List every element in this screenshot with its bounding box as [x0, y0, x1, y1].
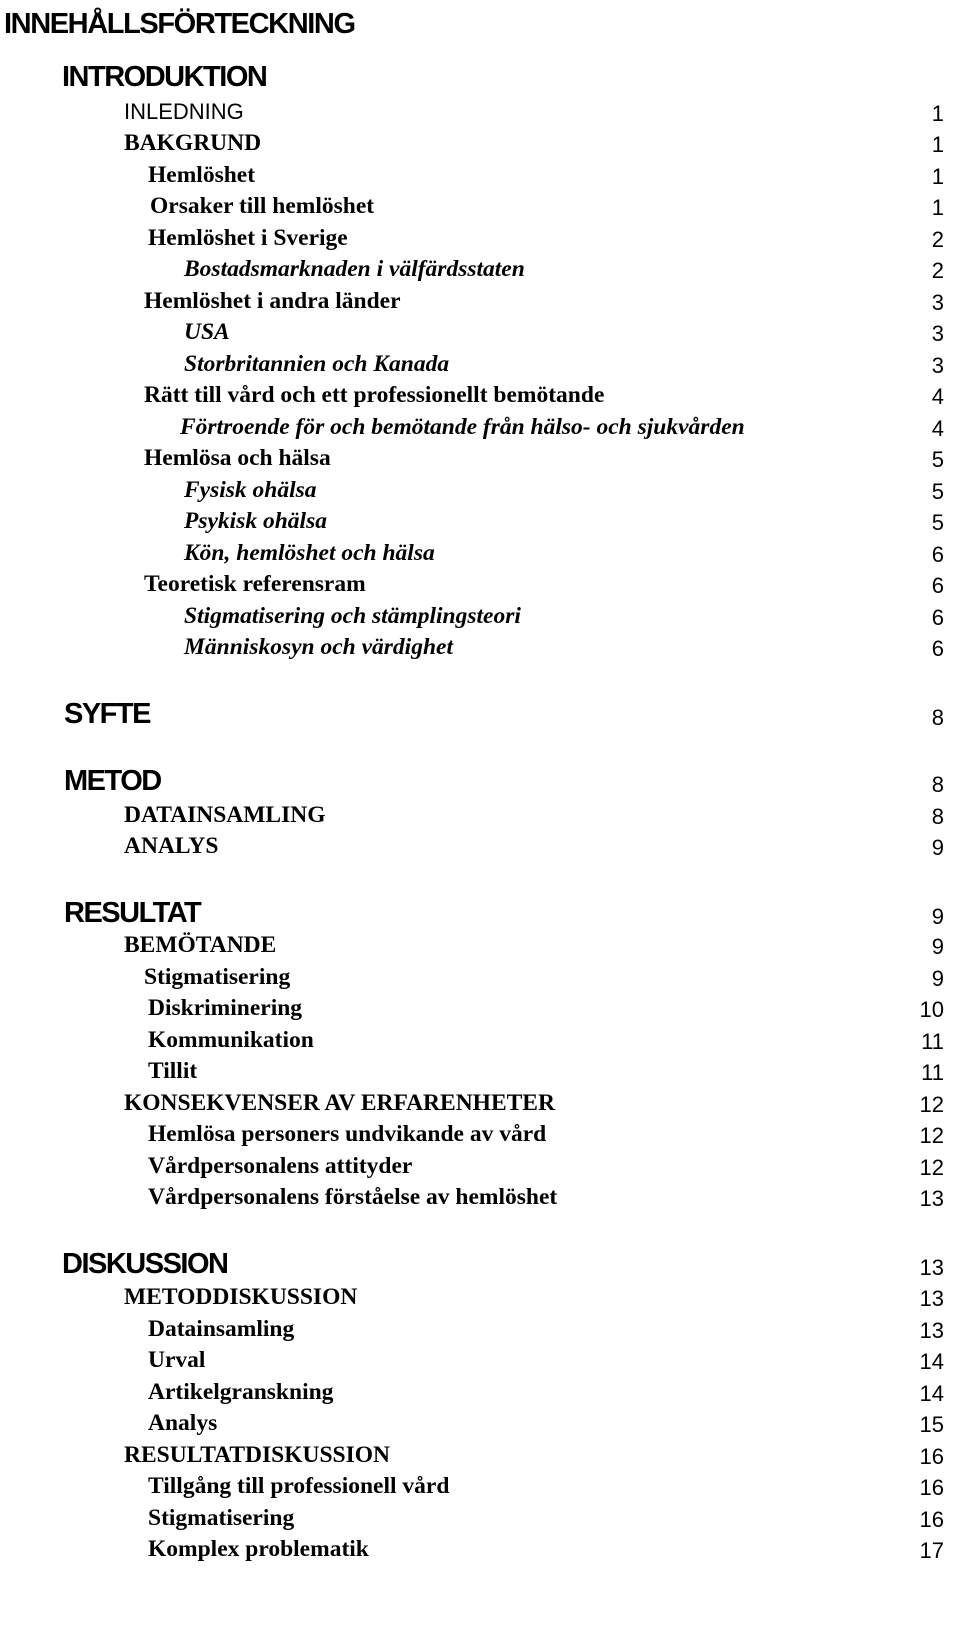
- toc-entry-title: USA: [184, 319, 230, 345]
- toc-entry: [0, 1117, 960, 1151]
- toc-entry: [0, 315, 960, 349]
- toc-page-number: 2: [931, 258, 944, 283]
- toc-entry-title: BEMÖTANDE: [124, 932, 277, 958]
- toc-page-number: 1: [931, 195, 944, 220]
- toc-entry-title: Vårdpersonalens förståelse av hemlöshet: [148, 1184, 558, 1210]
- toc-page-number: 12: [919, 1155, 944, 1180]
- toc-entry: [0, 221, 960, 255]
- toc-entry-title: DISKUSSION: [62, 1248, 228, 1280]
- toc-page-number: 3: [931, 353, 944, 378]
- toc-page-number: 16: [919, 1444, 944, 1469]
- toc-page-number: 9: [931, 904, 944, 929]
- toc-entry-title: Diskriminering: [148, 995, 303, 1021]
- toc-entry: [0, 1343, 960, 1377]
- toc-entry-title: Stigmatisering: [148, 1505, 295, 1531]
- toc-title: INNEHÅLLSFÖRTECKNING: [4, 8, 355, 40]
- toc-page-number: 16: [919, 1475, 944, 1500]
- toc-page-number: 13: [919, 1255, 944, 1280]
- toc-entry-title: Teoretisk referensram: [144, 571, 366, 597]
- toc-entry-title: Urval: [148, 1347, 206, 1373]
- toc-entry: [0, 960, 960, 994]
- toc-entry-title: Psykisk ohälsa: [184, 508, 327, 534]
- toc-entry: [0, 991, 960, 1025]
- toc-entry: [0, 928, 960, 962]
- toc-entry: [0, 126, 960, 160]
- toc-entry: [0, 1406, 960, 1440]
- toc-entry-title: Kommunikation: [148, 1027, 314, 1053]
- toc-entry-title: Vårdpersonalens attityder: [148, 1153, 413, 1179]
- toc-entry-title: Stigmatisering och stämplingsteori: [184, 603, 521, 629]
- toc-entry-title: Komplex problematik: [148, 1536, 369, 1562]
- toc-page-number: 12: [919, 1092, 944, 1117]
- toc-page-number: 9: [931, 934, 944, 959]
- toc-entry: [0, 798, 960, 832]
- toc-entry: [0, 896, 960, 930]
- toc-entry: [0, 536, 960, 570]
- toc-entry-title: Analys: [148, 1410, 218, 1436]
- toc-entry: [0, 158, 960, 192]
- toc-page-number: 15: [919, 1412, 944, 1437]
- toc-entry: [0, 1086, 960, 1120]
- toc-page-number: 3: [931, 321, 944, 346]
- toc-page-number: 5: [931, 510, 944, 535]
- toc-page-number: 11: [921, 1060, 944, 1085]
- toc-entry-title: Tillgång till professionell vård: [148, 1473, 450, 1499]
- toc-entry-title: ANALYS: [124, 833, 219, 859]
- toc-entry: [0, 1247, 960, 1281]
- toc-entry-title: Artikelgranskning: [148, 1379, 334, 1405]
- toc-entry: [0, 410, 960, 444]
- toc-page-number: 1: [931, 164, 944, 189]
- toc-entry: [0, 1054, 960, 1088]
- toc-entry: [0, 1532, 960, 1566]
- toc-entry: [0, 1280, 960, 1314]
- toc-page-number: 13: [919, 1286, 944, 1311]
- toc-entry: [0, 1469, 960, 1503]
- toc-entry-title: BAKGRUND: [124, 130, 262, 156]
- toc-page-number: 1: [931, 101, 944, 126]
- toc-entry-title: Hemlöshet: [148, 162, 256, 188]
- toc-entry-title: INLEDNING: [124, 99, 244, 124]
- toc-entry-title: KONSEKVENSER AV ERFARENHETER: [124, 1090, 555, 1116]
- toc-entry-title: Hemlöshet i andra länder: [144, 288, 401, 314]
- toc-page-number: 10: [919, 997, 944, 1022]
- toc-entry: [0, 764, 960, 798]
- toc-entry: [0, 829, 960, 863]
- toc-entry: [0, 697, 960, 731]
- toc-entry: [0, 189, 960, 223]
- toc-entry-title: RESULTAT: [64, 897, 201, 929]
- toc-entry-title: Tillit: [148, 1058, 198, 1084]
- toc-page-number: 8: [931, 772, 944, 797]
- toc-entry-title: Rätt till vård och ett professionellt bemötande: [144, 382, 605, 408]
- toc-page-number: 6: [931, 542, 944, 567]
- toc-entry-title: Människosyn och värdighet: [184, 634, 453, 660]
- toc-page-number: 4: [931, 416, 944, 441]
- toc-page-number: 9: [931, 966, 944, 991]
- toc-entry-title: Hemlösa personers undvikande av vård: [148, 1121, 547, 1147]
- toc-page-number: 14: [919, 1349, 944, 1374]
- toc-entry: [0, 60, 960, 94]
- toc-entry-title: Fysisk ohälsa: [184, 477, 317, 503]
- toc-page-number: 13: [919, 1318, 944, 1343]
- toc-page-number: 14: [919, 1381, 944, 1406]
- toc-page-number: 6: [931, 636, 944, 661]
- toc-entry: [0, 252, 960, 286]
- toc-page-number: 8: [931, 705, 944, 730]
- toc-entry: [0, 1312, 960, 1346]
- toc-page-number: 3: [931, 290, 944, 315]
- toc-page-number: 2: [931, 227, 944, 252]
- toc-entry: [0, 1375, 960, 1409]
- toc-entry-title: Bostadsmarknaden i välfärdsstaten: [184, 256, 525, 282]
- toc-entry-title: Hemlösa och hälsa: [144, 445, 331, 471]
- toc-entry: [0, 1438, 960, 1472]
- toc-page-number: 17: [919, 1538, 944, 1563]
- toc-entry-title: RESULTATDISKUSSION: [124, 1442, 391, 1468]
- toc-page-number: 16: [919, 1507, 944, 1532]
- toc-entry: [0, 1180, 960, 1214]
- toc-page-number: 5: [931, 479, 944, 504]
- toc-page-number: 5: [931, 447, 944, 472]
- toc-entry: [0, 441, 960, 475]
- toc-entry-title: Datainsamling: [148, 1316, 295, 1342]
- toc-entry: [0, 473, 960, 507]
- toc-page-number: 1: [931, 132, 944, 157]
- toc-entry-title: Stigmatisering: [144, 964, 291, 990]
- toc-entry: [0, 378, 960, 412]
- toc-entry: [0, 347, 960, 381]
- toc-entry: [0, 599, 960, 633]
- toc-page-number: 9: [931, 835, 944, 860]
- toc-page-number: 6: [931, 605, 944, 630]
- toc-entry-title: Storbritannien och Kanada: [184, 351, 450, 377]
- toc-entry-title: INTRODUKTION: [62, 61, 267, 93]
- toc-entry: [0, 567, 960, 601]
- toc-entry-title: METOD: [64, 765, 161, 797]
- toc-page-number: 13: [919, 1186, 944, 1211]
- toc-entry: [0, 504, 960, 538]
- toc-page-number: 6: [931, 573, 944, 598]
- toc-entry: [0, 284, 960, 318]
- toc-entry-title: Hemlöshet i Sverige: [148, 225, 348, 251]
- toc-page-number: 4: [931, 384, 944, 409]
- toc-entry-title: METODDISKUSSION: [124, 1284, 358, 1310]
- toc-entry-title: Kön, hemlöshet och hälsa: [184, 540, 435, 566]
- toc-entry: [0, 1149, 960, 1183]
- toc-page-number: 8: [931, 804, 944, 829]
- toc-entry: [0, 1023, 960, 1057]
- toc-entry-title: DATAINSAMLING: [124, 802, 326, 828]
- toc-entry-title: SYFTE: [64, 698, 150, 730]
- toc-entry-title: Orsaker till hemlöshet: [150, 193, 375, 219]
- toc-page-number: 12: [919, 1123, 944, 1148]
- toc-entry: [0, 630, 960, 664]
- toc-entry: [0, 95, 960, 129]
- toc-entry: [0, 1501, 960, 1535]
- toc-page-number: 11: [921, 1029, 944, 1054]
- toc-entry-title: Förtroende för och bemötande från hälso- och sjukvården: [180, 414, 745, 440]
